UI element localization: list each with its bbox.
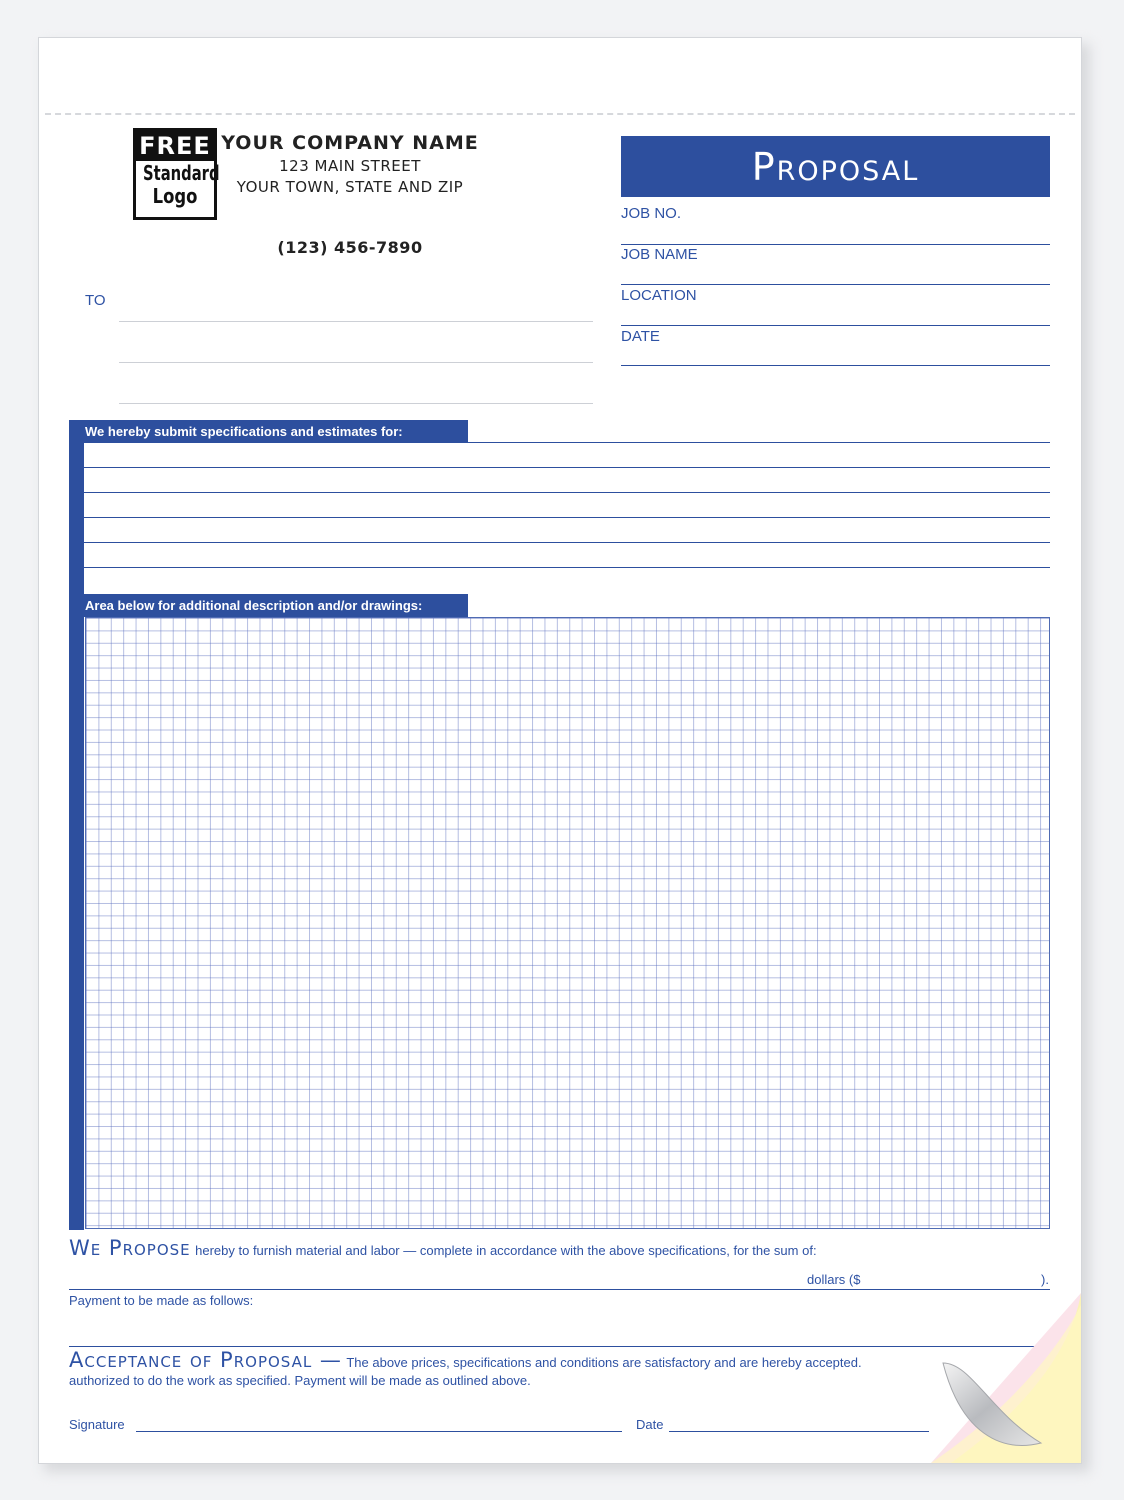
signature-label: Signature xyxy=(69,1417,125,1432)
drawings-label: Area below for additional description and/or drawings: xyxy=(85,598,423,613)
acceptance-text-2: authorized to do the work as specified. Payment will be made as outlined above. xyxy=(69,1373,531,1388)
to-line-2[interactable] xyxy=(119,362,593,363)
acceptance-heading: Acceptance of Proposal — xyxy=(69,1348,342,1372)
to-label: TO xyxy=(85,292,106,309)
spec-line-6[interactable] xyxy=(84,567,1050,568)
drawings-header xyxy=(69,594,468,617)
perforation-line xyxy=(45,113,1075,115)
propose-heading: We Propose xyxy=(69,1236,191,1260)
spec-line-2[interactable] xyxy=(84,467,1050,468)
job-no-line[interactable] xyxy=(621,244,1050,245)
location-label: LOCATION xyxy=(621,287,697,304)
page-title: Proposal xyxy=(751,145,920,189)
page-curl-icon xyxy=(931,1293,1081,1463)
dollars-close: ). xyxy=(1041,1272,1049,1287)
company-logo xyxy=(133,128,220,220)
logo-logo-text: Logo xyxy=(152,184,198,208)
spec-line-4[interactable] xyxy=(84,517,1050,518)
company-street: 123 MAIN STREET xyxy=(279,157,421,175)
spec-line-3[interactable] xyxy=(84,492,1050,493)
drawing-grid[interactable] xyxy=(85,617,1050,1229)
date-sign-label: Date xyxy=(636,1417,664,1432)
amount-line[interactable] xyxy=(69,1289,1050,1290)
propose-row xyxy=(69,1236,817,1260)
signature-line[interactable] xyxy=(136,1431,622,1432)
dollars-label: dollars ($ xyxy=(807,1272,861,1287)
logo-standard-text: Standard xyxy=(143,161,220,185)
propose-text: hereby to furnish material and labor — complete in accordance with the above specifications, for the sum of: xyxy=(195,1243,817,1258)
to-line-3[interactable] xyxy=(119,403,593,404)
payment-line[interactable] xyxy=(69,1346,1050,1347)
acceptance-row xyxy=(69,1348,862,1372)
job-no-label: JOB NO. xyxy=(621,205,682,222)
job-name-label: JOB NAME xyxy=(621,246,698,263)
job-name-line[interactable] xyxy=(621,284,1050,285)
company-phone: (123) 456-7890 xyxy=(277,238,423,257)
location-line[interactable] xyxy=(621,325,1050,326)
date-label: DATE xyxy=(621,328,660,345)
proposal-form xyxy=(38,37,1082,1464)
to-line-1[interactable] xyxy=(119,321,593,322)
date-sign-line[interactable] xyxy=(669,1431,929,1432)
specs-label: We hereby submit specifications and estimates for: xyxy=(85,424,403,439)
title-banner xyxy=(621,136,1050,197)
spec-line-5[interactable] xyxy=(84,542,1050,543)
specs-header xyxy=(69,420,468,443)
company-block xyxy=(217,130,483,198)
left-accent-bar xyxy=(69,420,84,1230)
payment-label: Payment to be made as follows: xyxy=(69,1293,254,1308)
company-name: YOUR COMPANY NAME xyxy=(221,132,479,154)
company-town: YOUR TOWN, STATE AND ZIP xyxy=(236,178,464,196)
acceptance-text: The above prices, specifications and conditions are satisfactory and are hereby accepted. xyxy=(346,1355,862,1370)
logo-free-text: FREE xyxy=(136,131,214,161)
date-line[interactable] xyxy=(621,365,1050,366)
spec-line-1[interactable] xyxy=(84,442,1050,443)
